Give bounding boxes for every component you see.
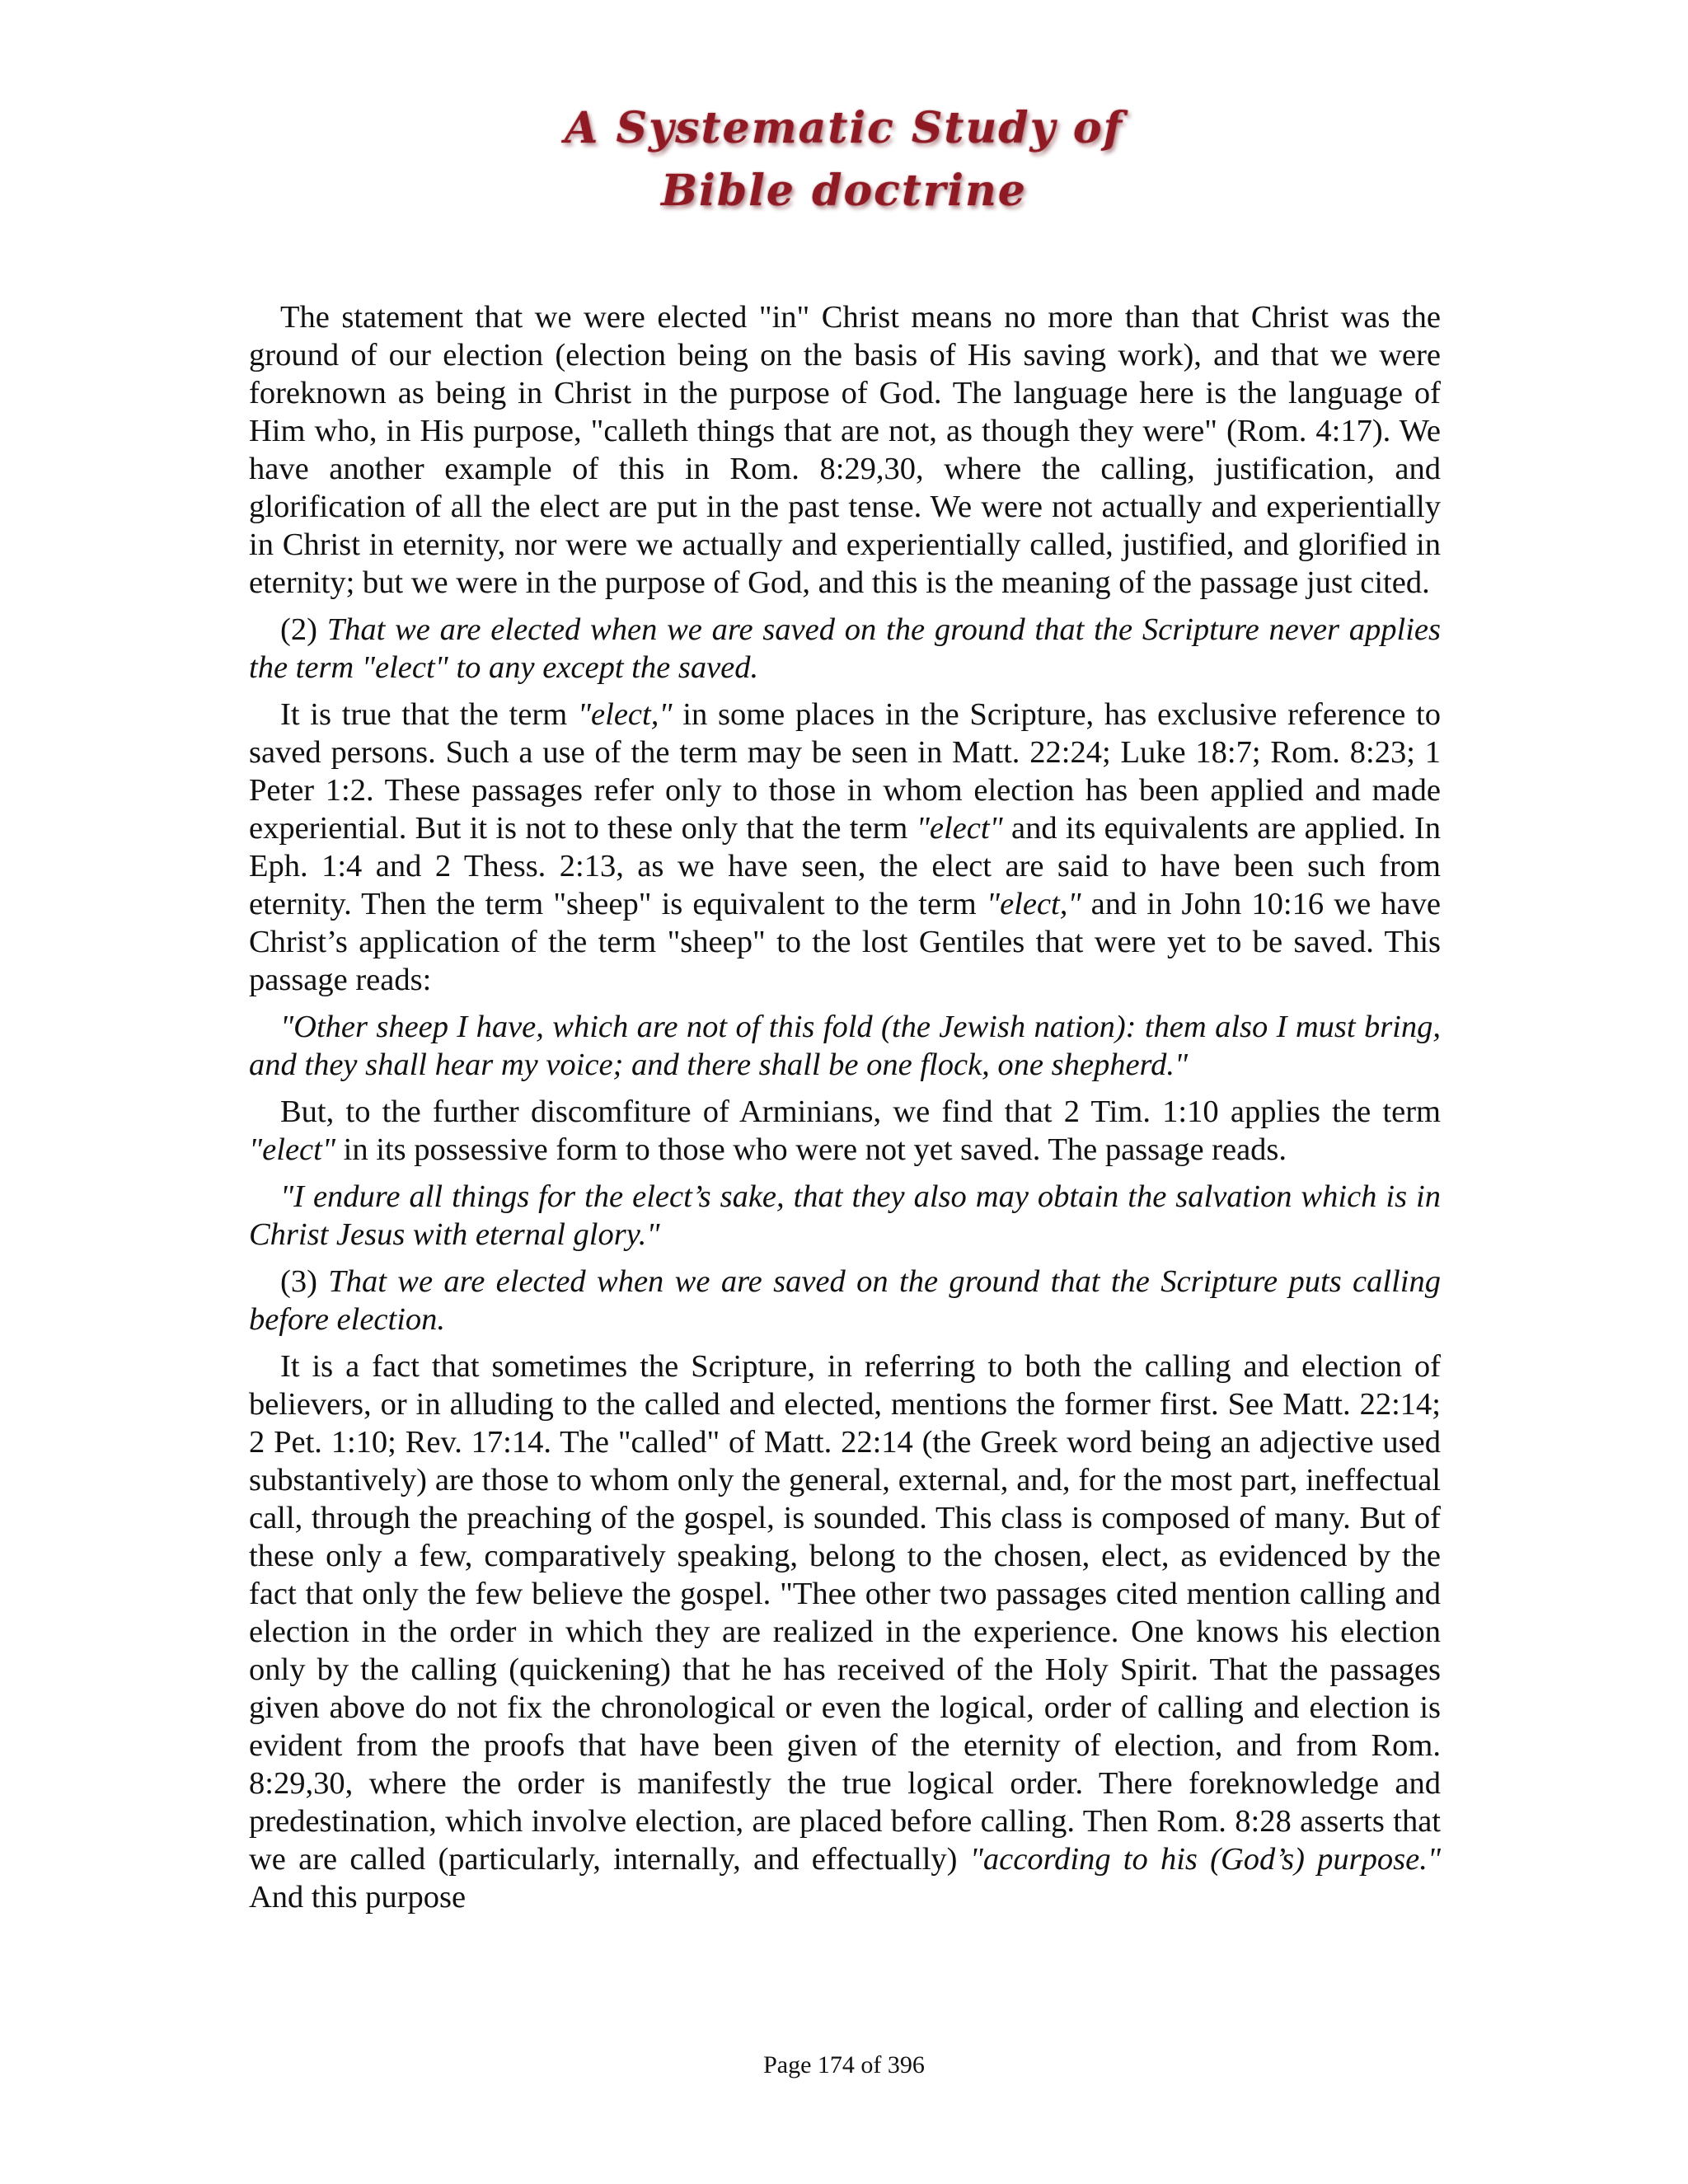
text-run: and its equivalents are applied. In Eph. 1:4 and 2 Thess. 2:13, as we have seen, the elect are said to have been such from eternity. Then the term "sheep" is equivalent to the term [249, 811, 1441, 921]
point-statement: That we are elected when we are saved on the ground that the Scripture never applies the term "elect" to any except the saved. [249, 612, 1442, 685]
emphasis: "elect," [986, 887, 1081, 921]
point-number: (2) [280, 612, 317, 647]
emphasis: "elect" [249, 1132, 335, 1167]
logo-line-1: A Systematic Study of [565, 103, 1123, 153]
text-run: It is true that the term [280, 697, 578, 732]
text-run: and in John 10:16 we have Christ’s application of the term "sheep" to the lost Gentiles that were yet to be saved. This passage reads: [249, 887, 1441, 997]
page-number: Page 174 of 396 [763, 2051, 925, 2079]
scripture-quote: "I endure all things for the elect’s sake, that they also may obtain the salvation which is in Christ Jesus with eternal glory." [249, 1179, 1441, 1252]
text-run: And this purpose [249, 1880, 467, 1915]
text-run: in some places in the Scripture, has exclusive reference to saved persons. Such a use of the term may be seen in Matt. 22:24; Luke 18:7; Rom. 8:23; 1 Peter 1:2. These passages refer only to those in whom election has been applied and made experiential. But it is not to these only that the term [249, 697, 1441, 846]
text-run: But, to the further discomfiture of Arminians, we find that 2 Tim. 1:10 applies the term [280, 1094, 1441, 1129]
scripture-quote: "Other sheep I have, which are not of this fold (the Jewish nation): them also I must bring, and they shall hear my voice; and there shall be one flock, one shepherd." [249, 1010, 1441, 1082]
emphasis: "elect," [577, 697, 673, 732]
paragraph [249, 696, 1441, 999]
paragraph [249, 1347, 1441, 1916]
paragraph: The statement that we were elected "in" Christ means no more than that Christ was the ground of our election (election being on the basis of His saving work), and that we were foreknown as being in Christ in the purpose of God. The language here is the language of Him who, in His purpose, "calleth things that are not, as though they were" (Rom. 4:17). We have another example of this in Rom. 8:29,30, where the calling, justification, and glorification of all the elect are put in the past tense. We were not actually and experientially in Christ in eternity, nor were we actually and experientially called, justified, and glorified in eternity; but we were in the purpose of God, and this is the meaning of the passage just cited. [249, 300, 1441, 600]
text-run: in its possessive form to those who were not yet saved. The passage reads. [335, 1132, 1287, 1167]
page-body [249, 298, 1441, 1925]
logo-line-2: Bible doctrine [661, 166, 1027, 216]
point-heading [249, 611, 1441, 687]
point-number: (3) [280, 1264, 317, 1299]
point-statement: That we are elected when we are saved on the ground that the Scripture puts calling before election. [249, 1264, 1441, 1337]
emphasis: "elect" [916, 811, 1003, 846]
point-heading [249, 1263, 1441, 1338]
text-run: It is a fact that sometimes the Scripture, in referring to both the calling and election of believers, or in alluding to the called and elected, mentions the former first. See Matt. 22:14; 2 Pet. 1:10; Rev. 17:14. The "called" of Matt. 22:14 (the Greek word being an adjective used substantively) are those to whom only the general, external, and, for the most part, ineffectual call, through the preaching of the gospel, is sounded. This class is composed of many. But of these only a few, comparatively speaking, belong to the chosen, elect, as evidenced by the fact that only the few believe the gospel. "Thee other two passages cited mention calling and election in the order in which they are realized in the experience. One knows his election only by the calling (quickening) that he has received of the Holy Spirit. That the passages given above do not fix the chronological or even the logical, order of calling and election is evident from the proofs that have been given of the eternity of election, and from Rom. 8:29,30, where the order is manifestly the true logical order. There foreknowledge and predestination, which involve election, are placed before calling. Then Rom. 8:28 asserts that we are called (particularly, internally, and effectually) [249, 1349, 1441, 1877]
emphasis: "according to his (God’s) purpose." [969, 1842, 1441, 1877]
book-title-logo [0, 97, 1688, 223]
paragraph [249, 1093, 1441, 1169]
